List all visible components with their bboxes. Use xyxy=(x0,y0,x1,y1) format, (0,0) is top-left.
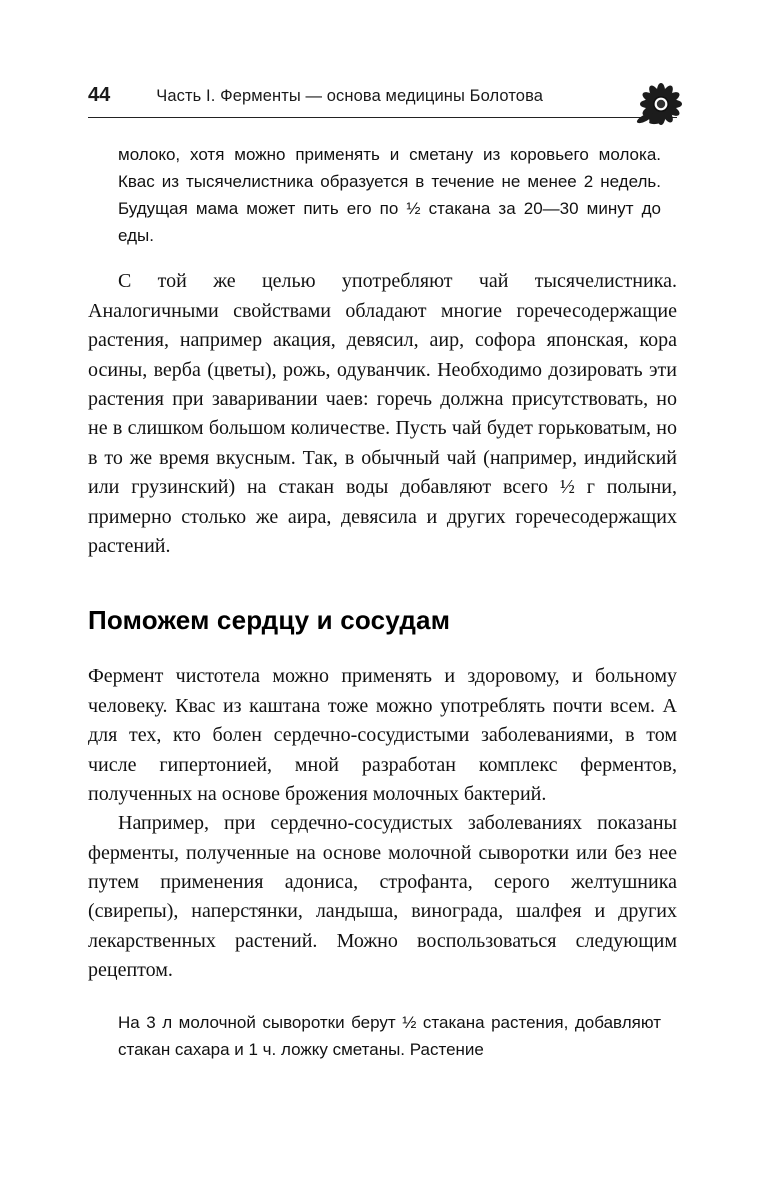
recipe-note-bottom: На 3 л молочной сыворотки берут ½ стакана растения, добавляют стакан сахара и 1 ч. ложку сметаны. Растение xyxy=(118,1012,661,1059)
sunflower-icon xyxy=(619,82,689,130)
section-heading: Поможем сердцу и сосудам xyxy=(88,605,451,636)
recipe-note-continued: молоко, хотя можно применять и сметану из коровьего молока. Квас из тысячелистника образуется в течение не менее 2 недель. Будущая мама может пить его по ½ стакана за 20—30 минут до еды. xyxy=(118,145,661,245)
paragraph-heart-recipe: Например, при сердечно-сосудистых заболеваниях показаны ферменты, полученные на основе молочной сыворотки или без нее путем применения адониса, строфанта, серого желтушника (свирепы), наперстянки, ландыша, винограда, шалфея и других лекарственных растений. Можно воспользоваться следующим рецептом. xyxy=(88,812,677,982)
running-title: Часть I. Ферменты — основа медицины Болотова xyxy=(156,87,544,105)
paragraph-heart-intro: Фермент чистотела можно применять и здоровому, и больному человеку. Квас из каштана тоже можно употреблять почти всем. А для тех, кто болен сердечно-сосудистыми заболеваниями, в том числе гипертонией, мной разработан комплекс ферментов, полученных на основе брожения молочных бактерий. xyxy=(88,665,677,805)
page-number: 44 xyxy=(88,84,111,106)
paragraph-yarrow-tea: С той же целью употребляют чай тысячелистника. Аналогичными свойствами обладают многие горечесодержащие растения, например акация, девясил, аир, софора японская, кора осины, верба (цветы), рожь, одуванчик. Необходимо дозировать эти растения при заваривании чаев: горечь должна присутствовать, но не в слишком большом количестве. Пусть чай будет горьковатым, но в то же время вкусным. Так, в обычный чай (например, индийский или грузинский) на стакан воды добавляют всего ½ г полыни, примерно столько же аира, девясила и других горечесодержащих растений. xyxy=(88,270,677,557)
header-rule xyxy=(88,117,677,118)
page-header xyxy=(88,84,677,118)
running-head-row xyxy=(88,84,677,117)
